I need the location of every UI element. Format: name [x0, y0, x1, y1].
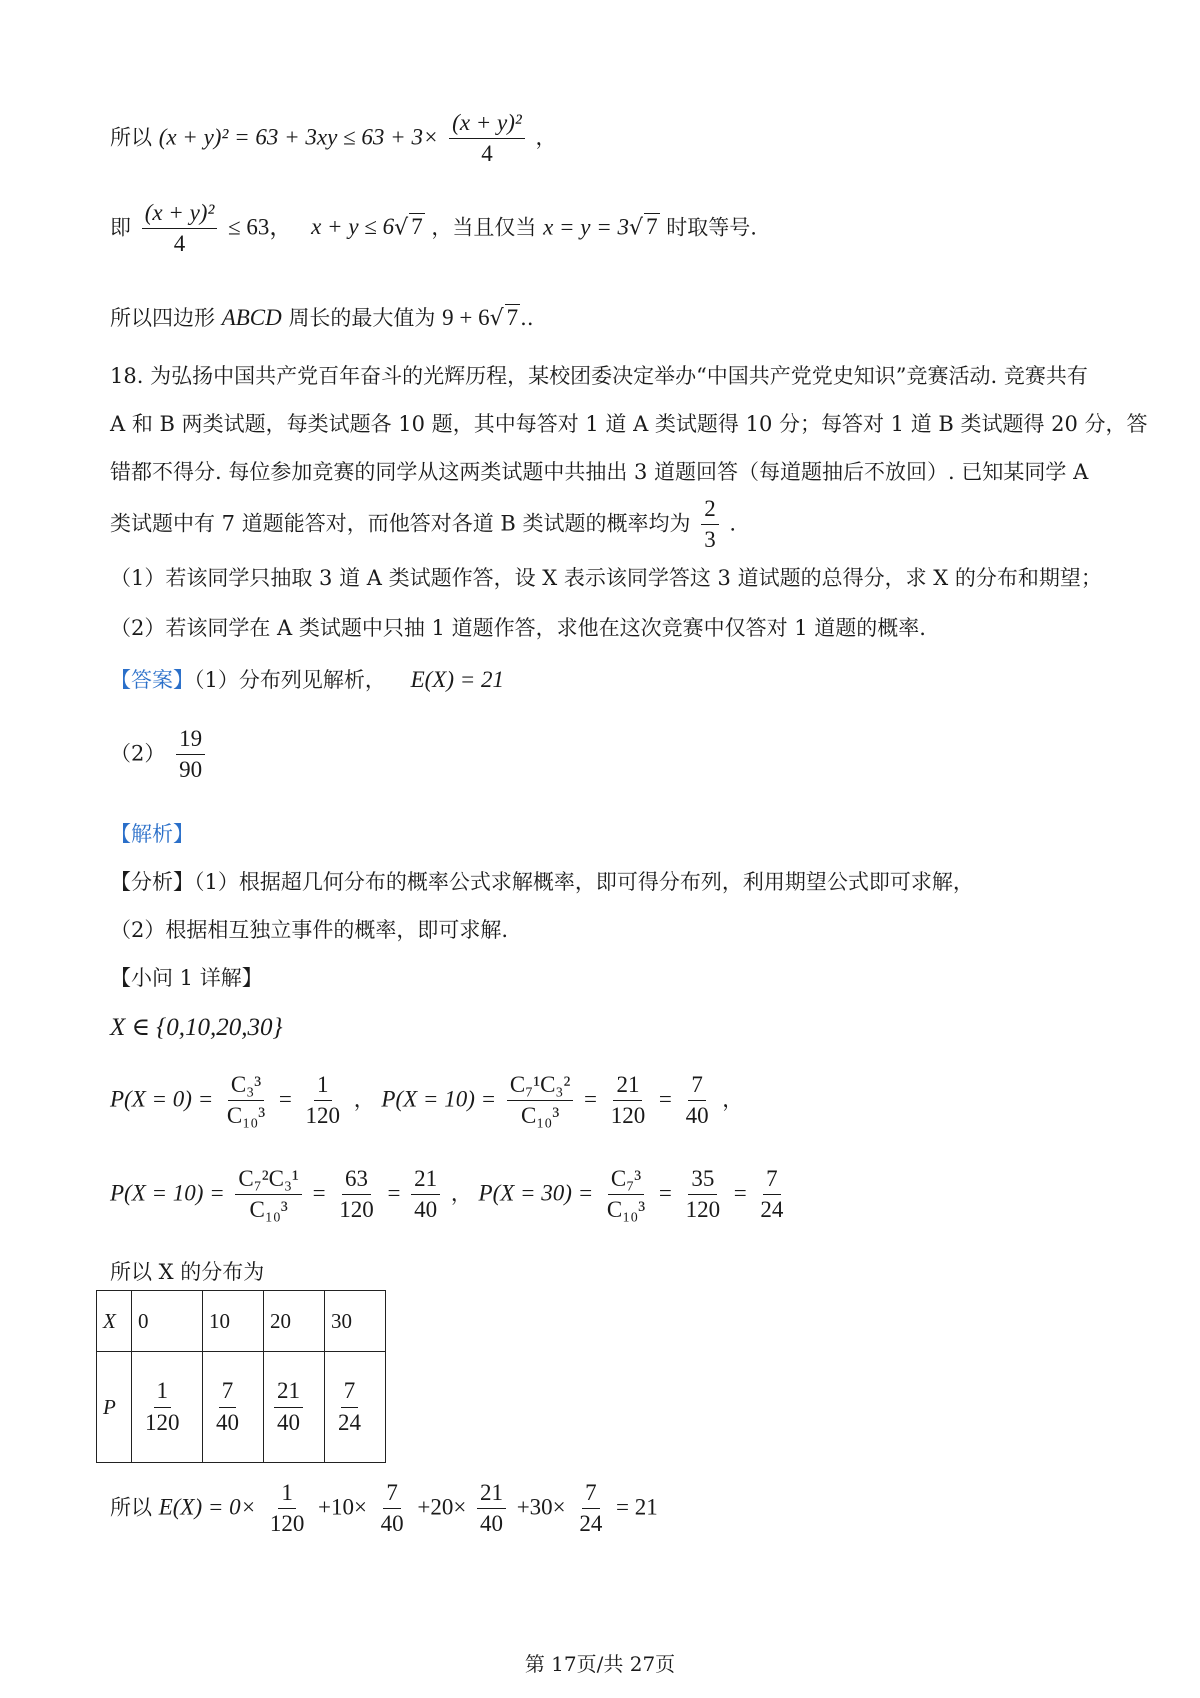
equals-sign: =: [658, 1180, 672, 1206]
fraction-denominator: 120: [145, 1409, 180, 1435]
fraction: [267, 1480, 308, 1538]
math-expression: x + y ≤ 6: [311, 214, 395, 240]
fraction-denominator: C₁₀³: [520, 1103, 560, 1129]
comma: ，: [353, 1087, 375, 1112]
fraction-denominator: 40: [380, 1511, 404, 1537]
text: 所以: [110, 125, 152, 150]
analysis-tag: 【解析】: [110, 822, 194, 846]
fraction: [213, 1378, 242, 1436]
fraction: [701, 496, 719, 554]
comma: ，: [450, 1181, 472, 1206]
fraction: [336, 1166, 377, 1224]
math-expression: P(X = 0) =: [110, 1086, 214, 1112]
fraction-numerator: 63: [342, 1166, 371, 1195]
perimeter-line: [110, 302, 534, 332]
table-cell: [203, 1352, 264, 1463]
text: 类试题中有 7 道题能答对，而他答对各道 B 类试题的概率均为: [110, 511, 691, 536]
equation-line-2: [110, 200, 757, 258]
fraction: [449, 110, 525, 168]
fraction-denominator: 90: [179, 757, 203, 783]
fraction-numerator: 21: [274, 1378, 303, 1407]
fraction-denominator: C₁₀³: [249, 1197, 288, 1223]
fraction-denominator: 24: [579, 1511, 603, 1537]
fraction-numerator: 21: [477, 1480, 506, 1509]
equals-sign: =: [658, 1086, 672, 1112]
table-cell: [325, 1352, 386, 1463]
fraction: [604, 1166, 648, 1224]
table-cell: P: [97, 1352, 132, 1463]
text: ..: [520, 306, 534, 330]
fraction: [411, 1166, 440, 1224]
fraction-denominator: 40: [480, 1511, 503, 1537]
math-expression: x = y = 3: [543, 214, 630, 240]
fraction-denominator: 24: [760, 1197, 784, 1223]
table-cell: 0: [132, 1291, 203, 1352]
fraction: [224, 1072, 268, 1130]
fraction-numerator: C₇³: [608, 1166, 644, 1195]
equation-line-1: [110, 110, 557, 168]
table-cell: X: [97, 1291, 132, 1352]
fraction: [576, 1480, 605, 1538]
math-expression: E(X) = 0×: [158, 1494, 257, 1520]
text: 周长的最大值为: [288, 306, 436, 330]
radicand: 7: [411, 214, 423, 240]
fraction-numerator: 7: [341, 1378, 359, 1407]
probability-line-1: [110, 1072, 743, 1130]
text: .: [729, 511, 737, 536]
question-text-line: 18. 为弘扬中国共产党百年奋斗的光辉历程，某校团委决定举办“中国共产党党史知识”竞赛活动. 竞赛共有: [110, 364, 1088, 388]
fraction-numerator: 7: [383, 1480, 401, 1509]
table-cell: [132, 1352, 203, 1463]
table-cell: 20: [264, 1291, 325, 1352]
analysis-line-2: （2）根据相互独立事件的概率，即可求解.: [110, 918, 509, 942]
detail-heading: 【小问 1 详解】: [110, 966, 263, 990]
equals-sign: =: [584, 1086, 598, 1112]
sqrt-icon: √: [629, 215, 644, 241]
expectation-line: [110, 1480, 658, 1538]
fraction-numerator: 7: [688, 1072, 706, 1101]
fraction-numerator: 1: [154, 1378, 172, 1407]
fraction-numerator: 21: [613, 1072, 642, 1101]
fraction-numerator: C₃³: [228, 1072, 264, 1101]
fraction-denominator: 40: [414, 1197, 438, 1223]
math-expression: (x + y)² = 63 + 3xy ≤ 63 + 3×: [158, 124, 439, 150]
math-expression: +10×: [318, 1494, 367, 1520]
table-cell: 10: [203, 1291, 264, 1352]
comma: ，: [722, 1087, 744, 1112]
sub-question-1: （1）若该同学只抽取 3 道 A 类试题作答，设 X 表示该同学答这 3 道试题的总得分，求 X 的分布和期望；: [110, 566, 1102, 590]
math-expression: P(X = 10) =: [381, 1086, 497, 1112]
question-text-line: 错都不得分. 每位参加竞赛的同学从这两类试题中共抽出 3 道题回答（每道题抽后不放回）. 已知某同学 A: [110, 460, 1089, 484]
fraction: [142, 200, 218, 258]
fraction-denominator: C₁₀³: [606, 1197, 646, 1223]
fraction-denominator: 4: [481, 141, 493, 167]
fraction-numerator: 7: [219, 1378, 237, 1407]
distribution-label: 所以 X 的分布为: [110, 1260, 265, 1284]
sqrt-icon: √: [394, 215, 409, 241]
answer-line-1: [110, 664, 504, 694]
equals-sign: =: [312, 1180, 326, 1206]
fraction-denominator: C₁₀³: [226, 1103, 266, 1129]
text: （1）分布列见解析，: [194, 668, 386, 692]
math-expression: P(X = 30) =: [478, 1180, 594, 1206]
fraction-denominator: 24: [338, 1409, 361, 1435]
fraction-denominator: 40: [685, 1103, 709, 1129]
value-set: X ∈ {0,10,20,30}: [110, 1014, 283, 1041]
math-expression: +20×: [417, 1494, 467, 1520]
equals-sign: =: [733, 1180, 747, 1206]
question-text-line: A 和 B 两类试题，每类试题各 10 题，其中每答对 1 道 A 类试题得 10 分；每答对 1 道 B 类试题得 20 分，答: [110, 412, 1148, 436]
equals-sign: =: [278, 1086, 292, 1112]
text: 所以: [110, 1495, 152, 1520]
fraction-numerator: 2: [701, 496, 719, 525]
math-expression: ≤ 63，: [228, 214, 293, 240]
analysis-line-1: 【分析】（1）根据超几何分布的概率公式求解概率，即可得分布列，利用期望公式即可求解，: [110, 870, 974, 894]
text: ，: [535, 125, 557, 150]
fraction-denominator: 120: [305, 1103, 341, 1129]
fraction: [477, 1480, 506, 1538]
equals-sign: =: [387, 1180, 401, 1206]
fraction-denominator: 120: [610, 1103, 646, 1129]
fraction: [683, 1072, 712, 1130]
fraction: [335, 1378, 364, 1436]
answer-tag: 【答案】: [110, 668, 194, 692]
fraction-denominator: 120: [269, 1511, 305, 1537]
fraction-denominator: 3: [704, 527, 716, 553]
fraction: [235, 1166, 302, 1224]
fraction: [683, 1166, 724, 1224]
fraction: [757, 1166, 786, 1224]
table-row: [97, 1291, 386, 1352]
fraction: [507, 1072, 574, 1130]
sub-question-2: （2）若该同学在 A 类试题中只抽 1 道题作答，求他在这次竞赛中仅答对 1 道题的概率.: [110, 616, 926, 640]
fraction-numerator: 1: [314, 1072, 332, 1101]
sqrt-icon: √: [489, 306, 504, 331]
fraction-numerator: C₇¹C₃²: [507, 1072, 574, 1101]
radicand: 7: [646, 214, 658, 240]
fraction-denominator: 40: [277, 1409, 300, 1435]
question-text-line: [110, 496, 736, 554]
text: ，当且仅当: [431, 215, 537, 240]
table-cell: 30: [325, 1291, 386, 1352]
page-footer: 第 17页/共 27页: [524, 1652, 676, 1676]
table-cell: [264, 1352, 325, 1463]
text: 所以四边形: [110, 306, 215, 330]
distribution-table: [96, 1290, 386, 1463]
fraction-denominator: 40: [216, 1409, 239, 1435]
math-expression: E(X) = 21: [410, 667, 504, 692]
text: 即: [110, 215, 131, 240]
fraction: [176, 726, 205, 784]
math-expression: +30×: [516, 1494, 566, 1520]
fraction-denominator: 120: [339, 1197, 374, 1223]
fraction: [378, 1480, 407, 1538]
table-row: [97, 1352, 386, 1463]
fraction-numerator: (x + y)²: [142, 200, 218, 229]
fraction: [303, 1072, 344, 1130]
text: 时取等号.: [666, 215, 757, 240]
fraction-numerator: 35: [688, 1166, 717, 1195]
fraction-denominator: 120: [685, 1197, 721, 1223]
fraction-numerator: 7: [582, 1480, 600, 1509]
fraction-numerator: 7: [763, 1166, 781, 1195]
fraction: [274, 1378, 303, 1436]
fraction-numerator: C₇²C₃¹: [235, 1166, 302, 1195]
math-expression: P(X = 10) =: [110, 1180, 225, 1206]
fraction-numerator: 21: [411, 1166, 440, 1195]
fraction-denominator: 4: [173, 231, 186, 257]
fraction-numerator: (x + y)²: [449, 110, 525, 139]
probability-line-2: [110, 1166, 790, 1224]
math-expression: = 21: [616, 1494, 658, 1520]
math-expression: ABCD: [221, 305, 282, 330]
radicand: 7: [506, 305, 519, 330]
fraction: [142, 1378, 183, 1436]
fraction-numerator: 1: [278, 1480, 296, 1509]
fraction: [608, 1072, 649, 1130]
answer-line-2: [110, 726, 209, 784]
text: （2）: [110, 741, 166, 766]
math-expression: 9 + 6: [442, 305, 490, 330]
fraction-numerator: 19: [176, 726, 205, 755]
